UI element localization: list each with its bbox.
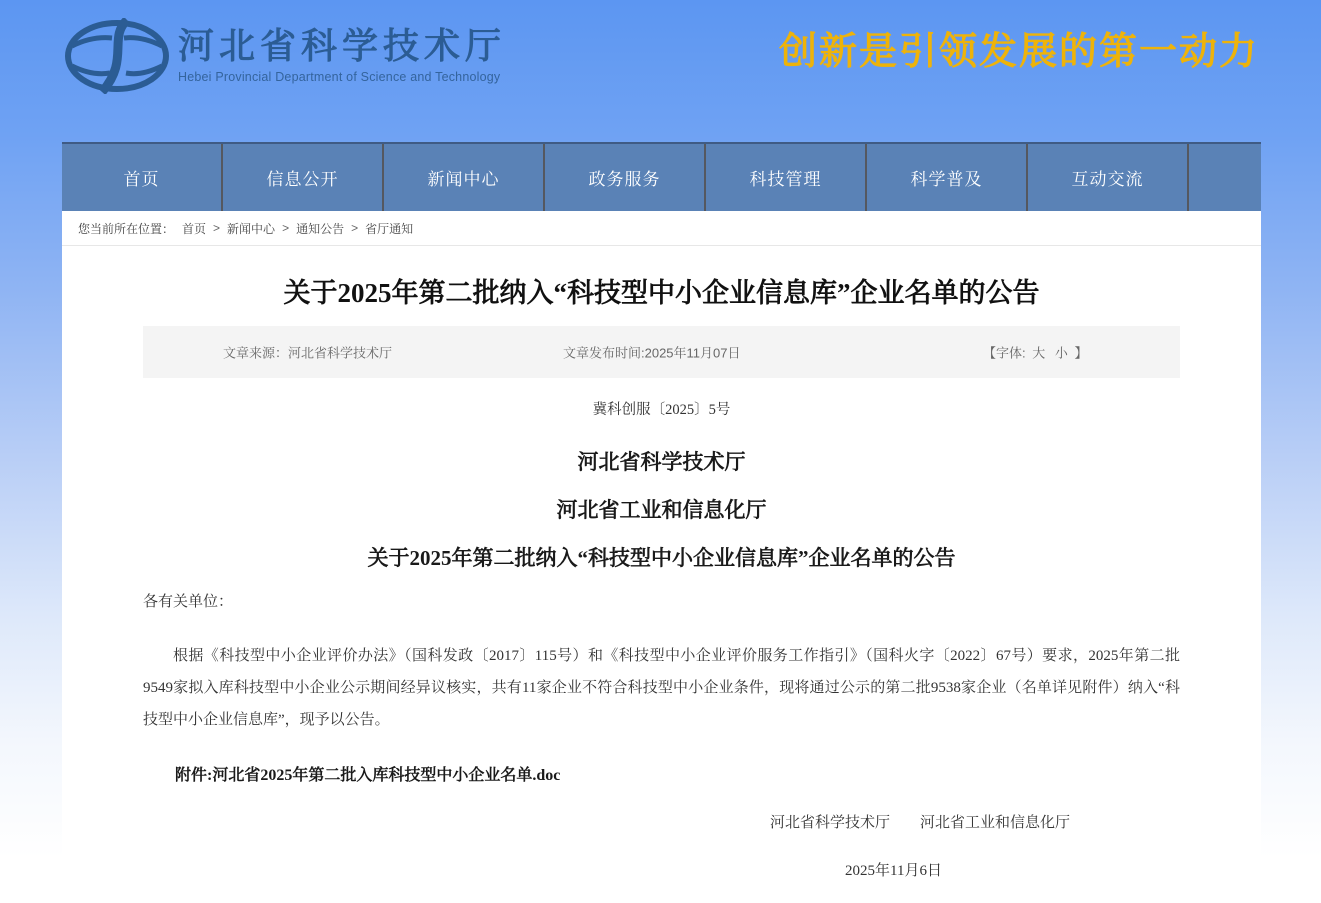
font-increase-button[interactable]: 大 <box>1032 345 1046 361</box>
font-size-control <box>983 343 1088 362</box>
article-publish-time: 文章发布时间:2025年11月07日 <box>563 345 741 361</box>
breadcrumb-separator: > <box>351 221 359 235</box>
article-meta-bar <box>143 326 1180 378</box>
site-subtitle-en: Hebei Provincial Department of Science and Technology <box>178 70 501 84</box>
breadcrumb-item-home[interactable]: 首页 <box>182 221 207 236</box>
nav-item-tech-management[interactable]: 科技管理 <box>706 144 867 211</box>
main-nav <box>62 142 1261 211</box>
body-paragraph: 根据《科技型中小企业评价办法》（国科发政〔2017〕115号）和《科技型中小企业评价服务工作指引》（国科火字〔2022〕67号）要求，2025年第二批9549家拟入库科技型中小企业公示期间经异议核实，共有11家企业不符合科技型中小企业条件，现将通过公示的第二批9538家企业（名单详见附件）纳入“科技型中小企业信息库”，现予以公告。 <box>143 648 1180 728</box>
nav-filler <box>1189 144 1261 211</box>
issuer-org-2: 河北省工业和信息化厅 <box>556 498 767 522</box>
breadcrumb-prefix: 您当前所在位置： <box>78 221 175 236</box>
nav-item-news-center[interactable]: 新闻中心 <box>384 144 545 211</box>
content-panel <box>62 211 1261 903</box>
globe-logo-icon <box>64 18 170 94</box>
article-source: 文章来源：河北省科学技术厅 <box>223 345 393 361</box>
article-title: 关于2025年第二批纳入“科技型中小企业信息库”企业名单的公告 <box>283 278 1040 308</box>
nav-item-interaction[interactable]: 互动交流 <box>1028 144 1189 211</box>
breadcrumb <box>62 211 1261 246</box>
nav-item-home[interactable]: 首页 <box>62 144 223 211</box>
nav-item-info-disclosure[interactable]: 信息公开 <box>223 144 384 211</box>
site-header <box>62 0 1261 142</box>
notice-subtitle: 关于2025年第二批纳入“科技型中小企业信息库”企业名单的公告 <box>367 546 956 570</box>
font-label-prefix: 【字体: <box>983 345 1026 361</box>
attachment-label: 附件: <box>175 767 213 784</box>
attachment-line <box>143 764 1180 788</box>
signature-line: 河北省科学技术厅 河北省工业和信息化厅 <box>769 815 1070 831</box>
document-number: 冀科创服〔2025〕5号 <box>592 402 731 418</box>
signature-date: 2025年11月6日 <box>845 863 942 879</box>
attachment-doc-link[interactable]: 河北省2025年第二批入库科技型中小企业名单.doc <box>212 767 561 784</box>
issuer-org-1: 河北省科学技术厅 <box>577 450 746 474</box>
nav-item-science-popularization[interactable]: 科学普及 <box>867 144 1028 211</box>
breadcrumb-separator: > <box>282 221 290 235</box>
font-label-suffix: 】 <box>1074 345 1088 361</box>
site-title: 河北省科学技术厅 <box>178 25 507 66</box>
salutation: 各有关单位： <box>143 594 234 610</box>
breadcrumb-item-department-notice[interactable]: 省厅通知 <box>365 221 414 236</box>
article <box>62 246 1261 882</box>
site-slogan: 创新是引领发展的第一动力 <box>778 28 1259 73</box>
breadcrumb-item-notices[interactable]: 通知公告 <box>296 221 345 236</box>
breadcrumb-item-news-center[interactable]: 新闻中心 <box>227 221 276 236</box>
font-decrease-button[interactable]: 小 <box>1054 345 1068 361</box>
breadcrumb-separator: > <box>213 221 221 235</box>
site-logo-home-link[interactable] <box>64 18 506 94</box>
nav-item-gov-services[interactable]: 政务服务 <box>545 144 706 211</box>
